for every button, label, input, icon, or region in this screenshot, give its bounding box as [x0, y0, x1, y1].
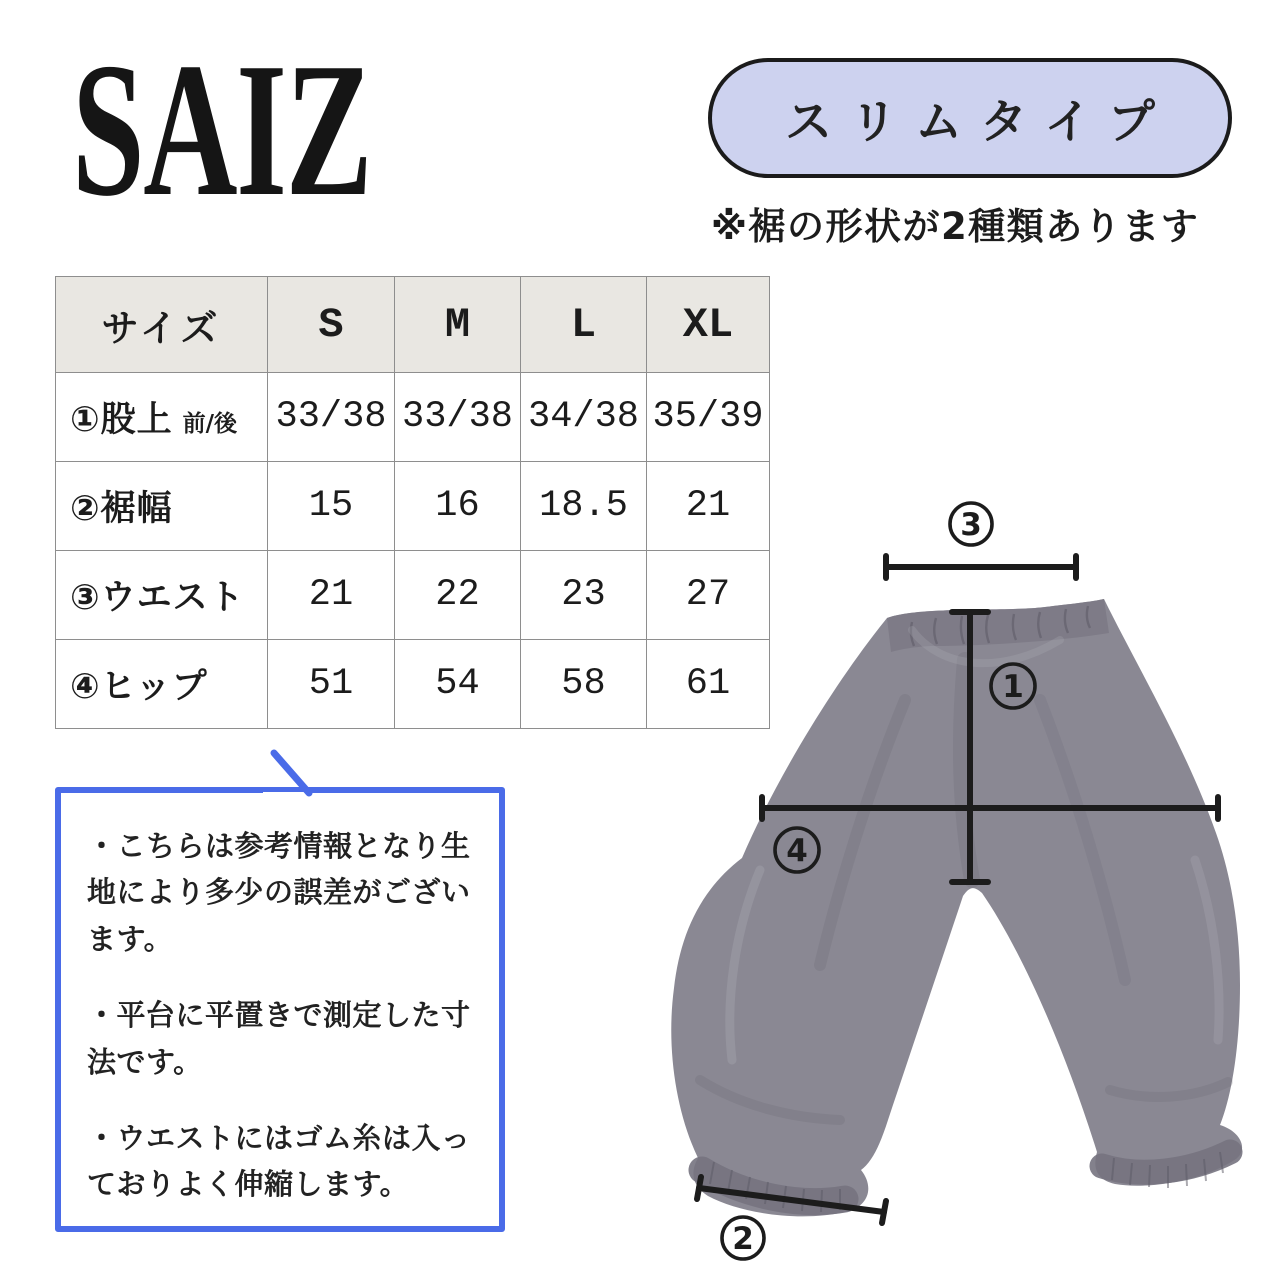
notes-box-tail — [261, 745, 321, 802]
cell-rise-xl: 35/39 — [647, 373, 770, 462]
cell-waist-xl: 27 — [647, 551, 770, 640]
cell-hem-xl: 21 — [647, 462, 770, 551]
cell-hem-m: 16 — [395, 462, 521, 551]
note-line-2: ・平台に平置きで測定した寸法です。 — [87, 998, 471, 1079]
note-line-1: ・こちらは参考情報となり生地により多少の誤差がございます。 — [87, 829, 471, 956]
marker-waist: 3 — [960, 507, 982, 543]
header-size-m: M — [395, 277, 521, 373]
page-title: SAIZ — [72, 23, 372, 236]
cell-hip-xl: 61 — [647, 640, 770, 729]
header-size-s: S — [268, 277, 395, 373]
cell-waist-l: 23 — [521, 551, 647, 640]
row-label-waist: ③ウエスト — [56, 551, 268, 640]
table-row-rise — [56, 373, 770, 462]
type-badge — [708, 58, 1232, 178]
cell-hem-l: 18.5 — [521, 462, 647, 551]
row-label-hip: ④ヒップ — [56, 640, 268, 729]
measure-waist — [886, 503, 1076, 578]
note-line-3: ・ウエストにはゴム糸は入っておりよく伸縮します。 — [87, 1120, 471, 1202]
cell-rise-m: 33/38 — [395, 373, 521, 462]
pants-photo — [640, 480, 1280, 1280]
row-sublabel-rise: 前/後 — [182, 411, 238, 437]
cell-waist-s: 21 — [268, 551, 395, 640]
notes-box — [55, 787, 505, 1232]
cell-waist-m: 22 — [395, 551, 521, 640]
marker-hip: 4 — [786, 833, 808, 869]
marker-hem-width: 2 — [732, 1221, 754, 1257]
cell-hem-s: 15 — [268, 462, 395, 551]
size-table-header-row — [56, 277, 770, 373]
header-size-label: サイズ — [56, 277, 268, 373]
cell-rise-l: 34/38 — [521, 373, 647, 462]
header-size-xl: XL — [647, 277, 770, 373]
row-label-rise: ①股上 前/後 — [56, 373, 268, 462]
cell-rise-s: 33/38 — [268, 373, 395, 462]
marker-rise: 1 — [1002, 669, 1024, 705]
header-size-l: L — [521, 277, 647, 373]
type-badge-label: スリムタイプ — [785, 94, 1173, 150]
cell-hip-s: 51 — [268, 640, 395, 729]
row-label-hem-width: ②裾幅 — [56, 462, 268, 551]
hem-notice-text: ※裾の形状が2種類あります — [711, 205, 1200, 248]
cell-hip-l: 58 — [521, 640, 647, 729]
cell-hip-m: 54 — [395, 640, 521, 729]
